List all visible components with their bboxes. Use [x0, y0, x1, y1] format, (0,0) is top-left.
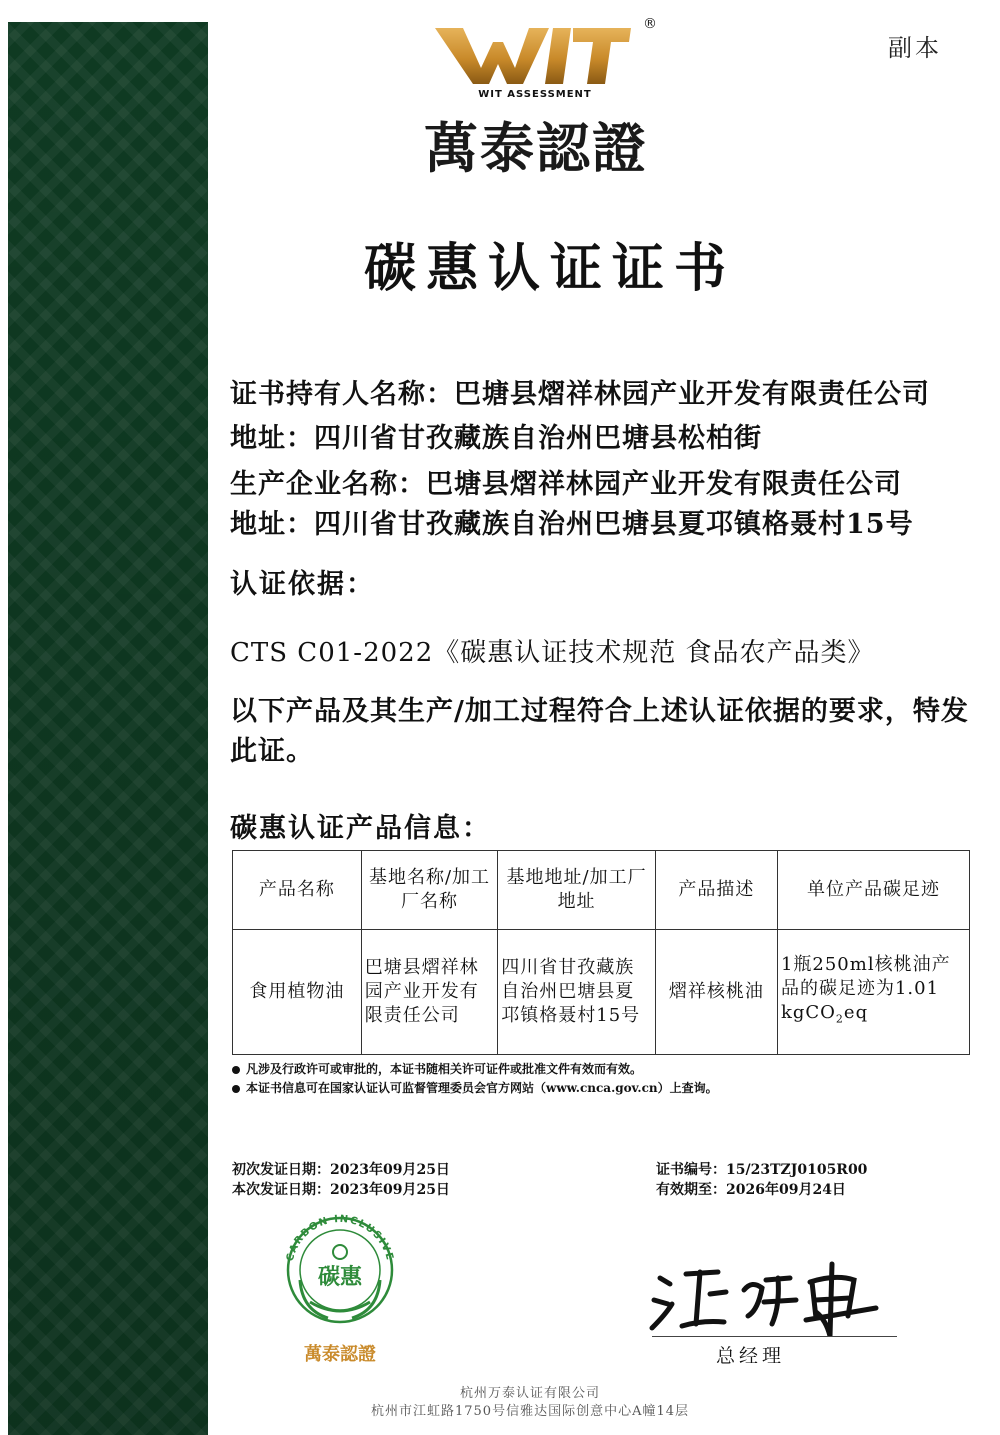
- logo-subtitle: WIT ASSESSMENT: [478, 89, 592, 100]
- note-item: 凡涉及行政许可或审批的，本证书随相关许可证件或批准文件有效而有效。: [232, 1060, 718, 1079]
- header-base-address: 基地地址/加工厂地址: [498, 851, 656, 930]
- note-item: 本证书信息可在国家认证认可监督管理委员会官方网站（www.cnca.gov.cn）上查询。: [232, 1079, 718, 1098]
- basis-label: 认证依据：: [230, 569, 375, 600]
- footer-company: 杭州万泰认证有限公司: [459, 1386, 600, 1401]
- standard-reference: CTS C01-2022《碳惠认证技术规范 食品农产品类》: [230, 638, 875, 668]
- cell-base-address: 四川省甘孜藏族自治州巴塘县夏邛镇格聂村15号: [498, 930, 656, 1055]
- wit-logo: [405, 16, 665, 180]
- seal-ring-text: CARBON INCLUSIVE: [284, 1213, 396, 1263]
- product-table: [232, 850, 970, 1055]
- notes: [232, 1060, 718, 1098]
- issue-dates: [232, 1160, 450, 1200]
- wit-wordmark-icon: [433, 22, 633, 86]
- footprint-text: 1瓶250ml核桃油产品的碳足迹为1.01 kgCO: [780, 953, 951, 1023]
- copy-mark: 副本: [888, 34, 942, 62]
- cell-description: 熠祥核桃油: [655, 930, 777, 1055]
- signature-icon: [640, 1250, 900, 1340]
- footprint-subscript: 2: [835, 1012, 844, 1026]
- seal-bottom-text: 萬泰認證: [304, 1344, 376, 1365]
- registered-mark: ®: [643, 16, 657, 32]
- svg-text:CARBON INCLUSIVE: [285, 1214, 395, 1263]
- certificate-ids: [656, 1160, 867, 1200]
- certificate-number: 证书编号：15/23TZJ0105R00: [656, 1162, 868, 1178]
- carbon-inclusive-seal-icon: [270, 1210, 410, 1370]
- signature-line: [652, 1336, 897, 1337]
- signatory-title: 总经理: [716, 1345, 786, 1367]
- footer: [300, 1385, 760, 1421]
- producer-name: 生产企业名称：巴塘县熠祥林园产业开发有限责任公司: [230, 469, 902, 500]
- footprint-unit-end: eq: [843, 1001, 869, 1023]
- bullet-icon: [232, 1066, 240, 1074]
- header-base-name: 基地名称/加工厂名称: [361, 851, 498, 930]
- logo-chinese: 萬泰認證: [424, 117, 648, 180]
- bullet-icon: [232, 1085, 240, 1093]
- footer-address: 杭州市江虹路1750号信雅达国际创意中心A幢14层: [370, 1404, 689, 1419]
- producer-address: 地址：四川省甘孜藏族自治州巴塘县夏邛镇格聂村15号: [230, 509, 914, 540]
- valid-until: 有效期至：2026年09月24日: [656, 1182, 846, 1198]
- conformity-statement: 以下产品及其生产/加工过程符合上述认证依据的要求，特发此证。: [230, 696, 969, 767]
- sidebar-shade: [8, 22, 208, 1435]
- first-issue-date: 初次发证日期：2023年09月25日: [232, 1162, 450, 1178]
- certificate-title: 碳惠认证证书: [363, 238, 736, 299]
- holder-address: 地址：四川省甘孜藏族自治州巴塘县松柏街: [230, 423, 762, 454]
- current-issue-date: 本次发证日期：2023年09月25日: [232, 1182, 450, 1198]
- cell-product: 食用植物油: [233, 930, 362, 1055]
- product-info-label: 碳惠认证产品信息：: [230, 813, 491, 844]
- holder-name: 证书持有人名称：巴塘县熠祥林园产业开发有限责任公司: [230, 379, 930, 410]
- table-header-row: [233, 851, 970, 930]
- seal-center-text: 碳惠: [317, 1265, 363, 1290]
- table-row: [233, 930, 970, 1055]
- cell-footprint: [777, 930, 969, 1055]
- header-description: 产品描述: [655, 851, 777, 930]
- header-product-name: 产品名称: [233, 851, 362, 930]
- header-footprint: 单位产品碳足迹: [777, 851, 969, 930]
- cell-base-name: 巴塘县熠祥林园产业开发有限责任公司: [361, 930, 498, 1055]
